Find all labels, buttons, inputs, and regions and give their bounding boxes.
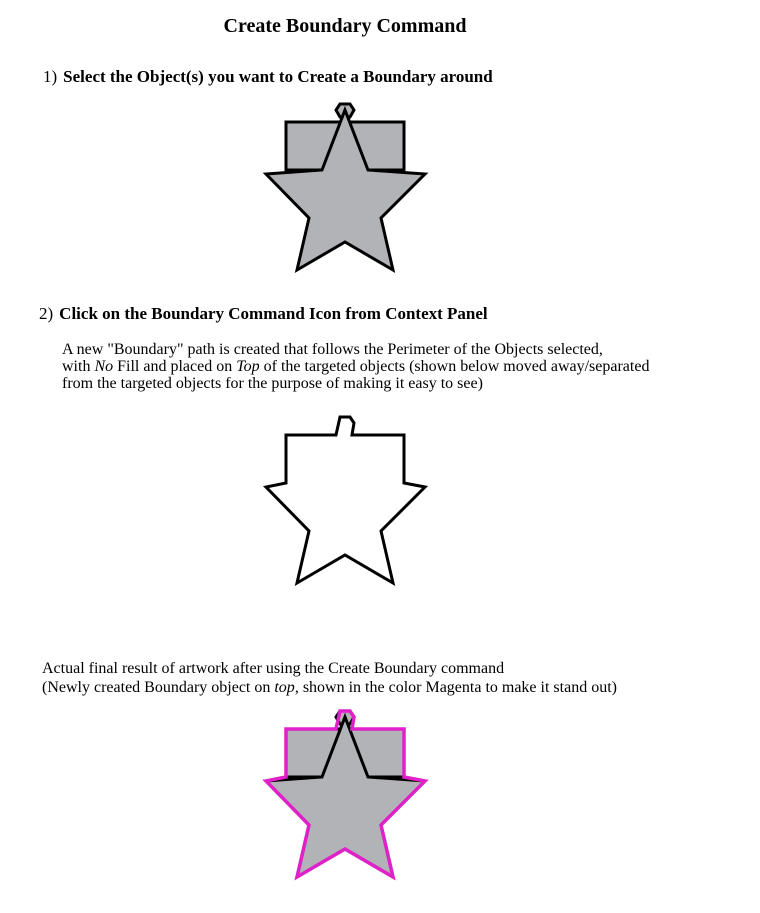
figure-boundary-outline (262, 413, 432, 588)
desc-text: Fill and placed on (113, 358, 237, 375)
desc-text: with (62, 358, 95, 375)
final-italic-top: top (274, 679, 295, 696)
step-2-number: 2) (39, 304, 54, 323)
final-line-2 (42, 678, 617, 697)
description-line-1: A new "Boundary" path is created that follows the Perimeter of the Objects selected, (62, 341, 603, 358)
final-line-1: Actual final result of artwork after using the Create Boundary command (42, 660, 505, 677)
boundary-path-shape (266, 417, 425, 583)
final-text: (Newly created Boundary object on (42, 679, 275, 696)
final-result-caption (42, 659, 617, 697)
step-2-text: Click on the Boundary Command Icon from Context Panel (59, 304, 488, 323)
desc-italic-top: Top (236, 358, 260, 375)
step-2-description (62, 341, 649, 392)
step-1-text: Select the Object(s) you want to Create a Boundary around (63, 67, 493, 86)
figure-final-result (262, 707, 432, 882)
page-title: Create Boundary Command (223, 15, 467, 37)
desc-text: of the targeted objects (shown below moved away/separated (259, 358, 650, 375)
figure-selected-objects (262, 100, 432, 275)
step-2-heading (39, 304, 488, 324)
step-1-number: 1) (43, 67, 58, 86)
description-line-2 (62, 358, 649, 375)
desc-italic-no: No (94, 358, 114, 375)
description-line-3: from the targeted objects for the purpose of making it easy to see) (62, 375, 483, 392)
step-1-heading (43, 67, 493, 87)
final-text: , shown in the color Magenta to make it stand out) (294, 679, 617, 696)
